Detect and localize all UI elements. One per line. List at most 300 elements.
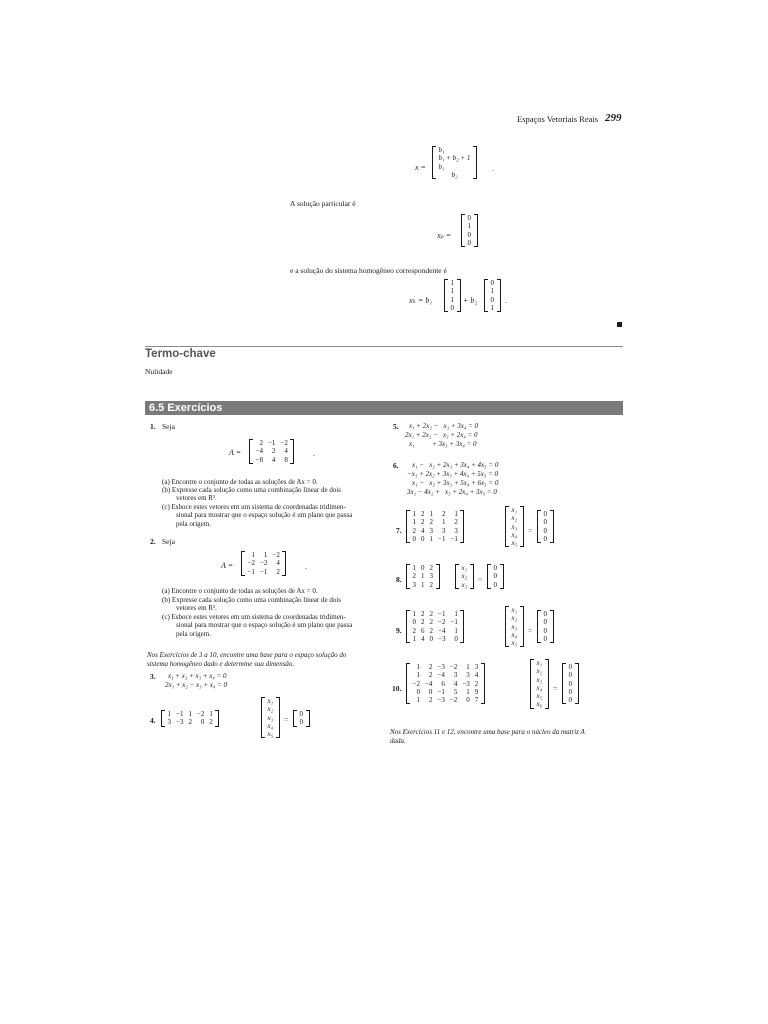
matrix-entry: 1 (450, 279, 454, 287)
matrix-row (465, 222, 474, 230)
matrix-entry: 0 (429, 634, 433, 643)
matrix-entry: 2 (421, 518, 425, 527)
running-header-title: Espaços Vetoriais Reais (517, 114, 599, 124)
matrix-entry: −2 (438, 618, 446, 627)
matrix-entry: 2 (429, 626, 433, 635)
matrix-row (534, 667, 545, 675)
matrix-entry: 9 (474, 687, 479, 696)
matrix-entry: 0 (454, 634, 458, 643)
matrix-entry: 0 (490, 295, 494, 304)
matrix-row (534, 692, 545, 700)
matrix-entry: −3 (437, 696, 445, 705)
matrix-entry: 0 (543, 618, 547, 627)
matrix-entry: 2 (429, 610, 433, 618)
matrix-row (465, 231, 474, 239)
matrix-row (491, 572, 500, 580)
matrix-entry: 0 (200, 718, 205, 727)
exercise-4-number: 4. (150, 716, 156, 725)
matrix-entry: 3 (466, 671, 470, 680)
matrix-row (253, 456, 290, 464)
matrix-entry: 2 (276, 567, 280, 576)
matrix-entry: x₃ (461, 580, 468, 589)
matrix-entry: 0 (412, 534, 416, 543)
exercise-2-matrix-label: A = (221, 561, 234, 570)
matrix-row (436, 154, 473, 162)
matrix-entry: 1 (412, 564, 416, 572)
exercise-10-number: 10. (392, 684, 402, 693)
exercise-1c-line1: (c) Esboce estes vetores em um sistema de coordenadas tridimen- (162, 503, 346, 511)
matrix-entry: 3 (412, 580, 416, 589)
matrix-row (465, 239, 474, 247)
exercise-7-vars (505, 506, 524, 547)
xp-label: xₚ = (437, 231, 452, 240)
matrix-entry: 4 (284, 447, 288, 456)
matrix-entry: 0 (412, 618, 416, 627)
matrix-entry: 0 (466, 696, 470, 705)
matrix-entry: 1 (450, 287, 454, 296)
matrix-row (534, 659, 545, 667)
matrix-row (491, 564, 500, 572)
matrix-entry: −3 (462, 679, 470, 688)
exercise-1c-line3: pela origem. (176, 520, 211, 528)
matrix-entry: x₄ (511, 530, 518, 539)
xh-vector-1 (444, 279, 461, 312)
matrix-entry: 1 (466, 687, 470, 696)
matrix-row (436, 163, 473, 171)
instructions-3-10-line2: sistema homogêneo dado e determine sua dimensão. (147, 660, 295, 668)
matrix-entry: 1 (490, 303, 494, 312)
matrix-entry: −4 (437, 671, 445, 680)
matrix-entry: −8 (255, 455, 263, 464)
matrix-entry: 1 (416, 696, 420, 705)
matrix-entry: 8 (284, 455, 288, 464)
matrix-entry: x₃ (511, 622, 518, 631)
matrix-row (566, 663, 575, 671)
matrix-row (566, 680, 575, 688)
matrix-entry: 1 (421, 580, 425, 589)
matrix-entry: 2 (428, 663, 433, 671)
matrix-entry: 0 (543, 634, 547, 643)
matrix-entry: 1 (416, 671, 420, 680)
matrix-entry: 0 (493, 580, 497, 589)
matrix-row (541, 527, 550, 535)
matrix-entry: 0 (467, 230, 471, 239)
matrix-entry: −1 (438, 534, 446, 543)
matrix-entry: 0 (543, 610, 547, 618)
matrix-entry: 2 (209, 718, 213, 727)
matrix-row (410, 535, 460, 543)
matrix-row (448, 279, 457, 287)
matrix-entry: 1 (467, 222, 471, 231)
matrix-entry: 2 (428, 671, 433, 680)
exercise-4-rhs (293, 710, 310, 727)
matrix-entry: 4 (421, 634, 425, 643)
matrix-row (410, 680, 481, 688)
matrix-row (509, 523, 520, 531)
matrix-entry: x₁ (267, 697, 274, 705)
matrix-entry: 2 (271, 447, 276, 456)
exercise-9-number: 9. (396, 626, 402, 635)
matrix-entry: −4 (438, 626, 446, 635)
matrix-entry: 1 (454, 626, 458, 635)
matrix-entry: −2 (259, 559, 268, 568)
matrix-row (509, 514, 520, 522)
matrix-entry: 1 (429, 534, 433, 543)
matrix-entry: 0 (467, 214, 471, 222)
matrix-entry: x₁ (461, 564, 468, 572)
homogeneous-solution-text: e a solução do sistema homogêneo correspondente é (290, 266, 447, 275)
matrix-row (541, 610, 550, 618)
matrix-row (265, 697, 276, 705)
matrix-entry: 0 (421, 564, 425, 572)
matrix-row (509, 631, 520, 639)
matrix-entry: 0 (421, 534, 425, 543)
matrix-row (566, 688, 575, 696)
matrix-entry: 1 (450, 295, 454, 304)
matrix-entry: −2 (272, 551, 280, 559)
matrix-row (410, 572, 436, 580)
matrix-entry: x₅ (511, 539, 518, 548)
matrix-entry: 4 (453, 679, 458, 688)
matrix-entry: x₅ (511, 639, 518, 648)
matrix-entry: 1 (466, 663, 470, 671)
exercise-2c-line1: (c) Esboce estes vetores em um sistema de coordenadas tridimen- (162, 613, 346, 621)
matrix-entry: 1 (490, 287, 494, 296)
matrix-row (509, 506, 520, 514)
matrix-entry: −1 (438, 610, 446, 618)
matrix-entry: x₆ (536, 700, 543, 709)
matrix-entry: 0 (543, 518, 547, 527)
section-rule (145, 346, 623, 347)
matrix-entry: 2 (441, 510, 446, 518)
matrix-row (253, 447, 290, 455)
matrix-row (491, 581, 500, 589)
xh-plus: + b₂ (463, 296, 478, 305)
x-label: x = (415, 163, 426, 172)
exercise-1b-line1: (b) Expresse cada solução como uma combinação linear de dois (162, 486, 342, 494)
matrix-entry: −2 (449, 663, 458, 671)
matrix-entry: −1 (437, 687, 445, 696)
exercise-2-matrix (241, 551, 286, 576)
exercise-8-number: 8. (396, 575, 402, 584)
exercise-1c-line2: sional para mostrar que o espaço solução é um plano que passa (176, 511, 353, 519)
matrix-entry: 3 (429, 526, 433, 535)
matrix-entry: x₁ (511, 606, 518, 614)
page-number: 299 (605, 112, 622, 124)
exercise-4-matrix (161, 710, 219, 727)
matrix-row (509, 531, 520, 539)
matrix-entry: 0 (299, 710, 303, 718)
matrix-entry: x₄ (267, 721, 274, 730)
exercise-8-rhs (487, 564, 504, 589)
matrix-entry: 3 (454, 526, 458, 535)
exercise-1a: (a) Encontre o conjunto de todas as soluções de Ax = 0. (162, 478, 318, 486)
matrix-entry: 0 (543, 534, 547, 543)
exercise-6-eq1: x₁ − x₂ + 2x₃ + 3x₄ + 4x₅ = 0 (412, 461, 499, 469)
matrix-row (265, 730, 276, 738)
matrix-row (541, 627, 550, 635)
matrix-entry: x₂ (267, 705, 274, 714)
matrix-entry: 0 (543, 626, 547, 635)
matrix-entry: −2 (247, 559, 255, 568)
matrix-entry: 3 (441, 526, 446, 535)
matrix-entry: b₁ (438, 162, 445, 171)
instructions-11-12-line1: Nos Exercícios 11 e 12, encontre uma base para o núcleo da matriz A (390, 728, 585, 736)
matrix-row (566, 696, 575, 704)
matrix-entry: 2 (429, 618, 433, 627)
matrix-entry: 3 (474, 663, 479, 671)
matrix-row (410, 696, 481, 704)
matrix-entry: 1 (251, 551, 255, 559)
matrix-row (265, 714, 276, 722)
matrix-entry: 1 (188, 710, 192, 718)
xh-label: xₕ = b₁ (409, 296, 433, 305)
matrix-row (410, 518, 460, 526)
matrix-entry: 0 (568, 671, 572, 680)
matrix-row (566, 671, 575, 679)
matrix-entry: 2 (429, 580, 433, 589)
matrix-entry: −3 (176, 718, 184, 727)
exercise-5-eq1: x₁ + 2x₂ − x₃ + 3x₄ = 0 (409, 422, 479, 430)
matrix-entry: x₃ (511, 522, 518, 531)
matrix-row (541, 635, 550, 643)
matrix-entry: −1 (247, 567, 255, 576)
matrix-entry: 2 (429, 564, 433, 572)
matrix-entry: 1 (416, 663, 420, 671)
matrix-entry: 6 (421, 626, 425, 635)
exercise-1-matrix (249, 439, 294, 464)
matrix-row (534, 676, 545, 684)
matrix-row (488, 296, 497, 304)
matrix-row (410, 610, 460, 618)
exercises-heading-bar: 6.5 Exercícios (145, 401, 623, 415)
matrix-entry: 1 (429, 510, 433, 518)
matrix-row (297, 710, 306, 718)
exercise-7-matrix (406, 510, 464, 543)
matrix-entry: 2 (421, 610, 425, 618)
exercise-5-eq2: 2x₁ + 2x₂ − x₃ + 2x₄ = 0 (405, 431, 478, 439)
exercise-9-matrix (406, 610, 464, 643)
keyterm-heading: Termo-chave (145, 348, 216, 360)
matrix-entry: 6 (441, 679, 445, 688)
matrix-entry: −3 (437, 663, 445, 671)
matrix-entry: −1 (450, 618, 458, 627)
exercise-7-rhs (537, 510, 554, 543)
matrix-row (165, 718, 215, 726)
matrix-entry: x₄ (536, 683, 543, 692)
matrix-row (448, 304, 457, 312)
matrix-row (459, 572, 470, 580)
exercise-3-number: 3. (150, 672, 156, 681)
matrix-row (265, 705, 276, 713)
matrix-row (410, 564, 436, 572)
matrix-entry: 5 (453, 687, 458, 696)
matrix-row (541, 510, 550, 518)
exercise-10-vars (530, 659, 549, 709)
matrix-entry: 0 (493, 572, 497, 581)
matrix-row (436, 146, 473, 154)
matrix-row (265, 722, 276, 730)
exercise-6-eq2: −x₁ + 2x₂ + 3x₃ + 4x₄ + 5x₅ = 0 (407, 470, 499, 478)
instructions-11-12-line2: dada. (390, 737, 406, 745)
matrix-entry: 7 (474, 696, 479, 705)
matrix-row (534, 684, 545, 692)
matrix-row (465, 214, 474, 222)
matrix-entry: 0 (450, 303, 454, 312)
matrix-entry: −3 (438, 634, 446, 643)
matrix-entry: 2 (259, 439, 263, 447)
exercise-9-vars (505, 606, 524, 647)
exercise-2-intro: Seja (162, 537, 175, 546)
matrix-entry: 1 (412, 634, 416, 643)
matrix-row (410, 627, 460, 635)
matrix-entry: x₃ (267, 713, 274, 722)
matrix-entry: 4 (276, 559, 280, 568)
matrix-entry: 1 (454, 610, 458, 618)
matrix-entry: 1 (454, 510, 458, 518)
exercise-6-eq3: x₁ − x₂ + 3x₃ + 5x₄ + 6x₅ = 0 (412, 479, 499, 487)
matrix-entry: x₂ (511, 614, 518, 623)
matrix-entry: 0 (490, 279, 494, 287)
matrix-entry: x₂ (511, 514, 518, 523)
exercise-1-intro: Seja (162, 422, 175, 431)
matrix-entry: 3 (167, 718, 171, 727)
exercise-7-number: 7. (396, 526, 402, 535)
matrix-entry: 0 (493, 564, 497, 572)
matrix-entry: 1 (412, 518, 416, 527)
matrix-entry: 1 (412, 610, 416, 618)
exercise-2-number: 2. (150, 537, 156, 546)
matrix-row (410, 510, 460, 518)
matrix-entry: 2 (188, 718, 192, 727)
matrix-row (245, 551, 282, 559)
matrix-row (165, 710, 215, 718)
matrix-entry: 3 (453, 671, 458, 680)
matrix-entry: −1 (259, 567, 268, 576)
matrix-entry: −2 (280, 439, 288, 447)
exercise-5-eq3: x₁ + 3x₃ + 3x₄ = 0 (409, 440, 477, 448)
matrix-row (297, 718, 306, 726)
matrix-entry: −2 (412, 679, 420, 688)
matrix-row (448, 296, 457, 304)
matrix-entry: b₁ (438, 146, 445, 154)
matrix-entry: −1 (450, 534, 458, 543)
exercise-6-eq4: 3x₁ − 4x₂ + x₃ + 2x₄ + 3x₅ = 0 (407, 488, 497, 496)
matrix-entry: 1 (167, 710, 171, 718)
exercise-8-matrix (406, 564, 440, 589)
matrix-row (436, 171, 473, 179)
exercise-2a: (a) Encontre o conjunto de todas as soluções de Ax = 0. (162, 587, 318, 595)
matrix-entry: 0 (568, 663, 572, 671)
exercise-10-rhs (562, 663, 579, 704)
matrix-entry: b₁ + b₂ + 1 (438, 154, 471, 163)
matrix-row (410, 527, 460, 535)
matrix-entry: −4 (255, 447, 263, 456)
matrix-entry: 0 (543, 510, 547, 518)
matrix-entry: −1 (176, 710, 184, 718)
matrix-entry: 2 (412, 626, 416, 635)
exercise-10-matrix (406, 663, 485, 704)
exercise-2b-line1: (b) Expresse cada solução como uma combinação linear de dois (162, 596, 342, 604)
matrix-entry: 1 (209, 710, 213, 718)
matrix-row (410, 635, 460, 643)
matrix-entry: 0 (568, 679, 572, 688)
matrix-row (253, 439, 290, 447)
matrix-row (245, 559, 282, 567)
matrix-entry: 0 (543, 526, 547, 535)
matrix-entry: 1 (263, 551, 268, 559)
matrix-row (488, 279, 497, 287)
exercise-1b-line2: vetores em R³. (176, 494, 217, 502)
matrix-entry: 1 (412, 510, 416, 518)
matrix-entry: 0 (568, 696, 572, 705)
matrix-row (245, 568, 282, 576)
matrix-row (410, 663, 481, 671)
matrix-entry: 2 (474, 679, 479, 688)
matrix-entry: x₁ (511, 506, 518, 514)
matrix-entry: −1 (267, 439, 276, 447)
matrix-row (509, 539, 520, 547)
matrix-entry: x₃ (536, 675, 543, 684)
matrix-entry: x₂ (461, 572, 468, 581)
exercise-8-vars (455, 564, 474, 589)
matrix-entry: b₂ (451, 170, 458, 179)
matrix-row (509, 606, 520, 614)
matrix-row (488, 287, 497, 295)
matrix-entry: 4 (421, 526, 425, 535)
matrix-row (410, 581, 436, 589)
matrix-row (448, 287, 457, 295)
matrix-row (541, 518, 550, 526)
matrix-entry: 0 (467, 238, 471, 247)
exercise-3-eq2: 2x₁ + x₂ − x₃ + x₄ = 0 (165, 681, 228, 689)
matrix-entry: −2 (196, 710, 205, 718)
exercise-2c-line3: pela origem. (176, 630, 211, 638)
matrix-entry: x₂ (536, 667, 543, 676)
matrix-entry: 3 (429, 572, 433, 581)
matrix-entry: 2 (429, 518, 433, 527)
matrix-entry: 0 (568, 687, 572, 696)
matrix-row (534, 700, 545, 708)
matrix-entry: −2 (449, 696, 458, 705)
particular-solution-text: A solução particular é (290, 199, 356, 208)
end-of-proof-mark (617, 322, 622, 327)
xp-vector (461, 214, 478, 247)
matrix-row (410, 618, 460, 626)
matrix-entry: 2 (421, 510, 425, 518)
matrix-entry: x₄ (511, 630, 518, 639)
exercise-2c-line2: sional para mostrar que o espaço solução é um plano que passa (176, 621, 353, 629)
matrix-row (459, 564, 470, 572)
matrix-entry: −4 (424, 679, 433, 688)
exercise-6-number: 6. (393, 461, 399, 470)
exercise-1-number: 1. (150, 422, 156, 431)
exercise-5-number: 5. (393, 422, 399, 431)
matrix-entry: 2 (412, 572, 416, 581)
matrix-entry: 4 (474, 671, 479, 680)
exercise-4-vars (261, 697, 280, 738)
matrix-entry: x₅ (267, 730, 274, 739)
matrix-entry: x₁ (536, 659, 543, 667)
exercise-9-rhs (537, 610, 554, 643)
matrix-entry: 2 (428, 696, 433, 705)
matrix-row (488, 304, 497, 312)
matrix-entry: 1 (421, 572, 425, 581)
matrix-row (509, 623, 520, 631)
matrix-entry: 2 (421, 618, 425, 627)
matrix-row (509, 639, 520, 647)
instructions-3-10-line1: Nos Exercícios de 3 a 10, encontre uma base para o espaço solução do (147, 651, 347, 659)
